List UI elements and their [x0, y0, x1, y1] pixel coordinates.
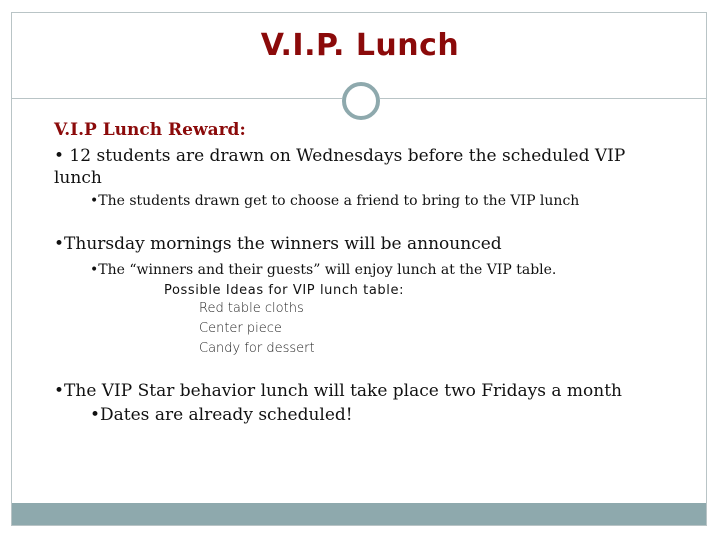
sub-bullet-vip-table: •The “winners and their guests” will enjoy lunch at the VIP table. — [90, 262, 557, 278]
divider-ring-icon — [342, 82, 380, 120]
title-divider-right — [380, 98, 706, 99]
bullet-fridays: •The VIP Star behavior lunch will take place two Fridays a month — [54, 381, 622, 401]
bullet-announcement: •Thursday mornings the winners will be announced — [54, 234, 502, 254]
reward-heading: V.I.P Lunch Reward: — [54, 120, 246, 140]
slide-title: V.I.P. Lunch — [260, 28, 460, 63]
idea-item: Center piece — [199, 321, 282, 336]
footer-bar — [12, 503, 706, 525]
title-divider-left — [12, 98, 342, 99]
idea-item: Red table cloths — [199, 301, 304, 316]
ideas-heading: Possible Ideas for VIP lunch table: — [164, 283, 405, 298]
sub-bullet-dates: •Dates are already scheduled! — [90, 405, 353, 425]
sub-bullet-friend: •The students drawn get to choose a friend to bring to the VIP lunch — [90, 193, 580, 209]
idea-item: Candy for dessert — [199, 341, 315, 356]
bullet-drawing: • 12 students are drawn on Wednesdays before the scheduled VIP lunch — [54, 146, 626, 188]
